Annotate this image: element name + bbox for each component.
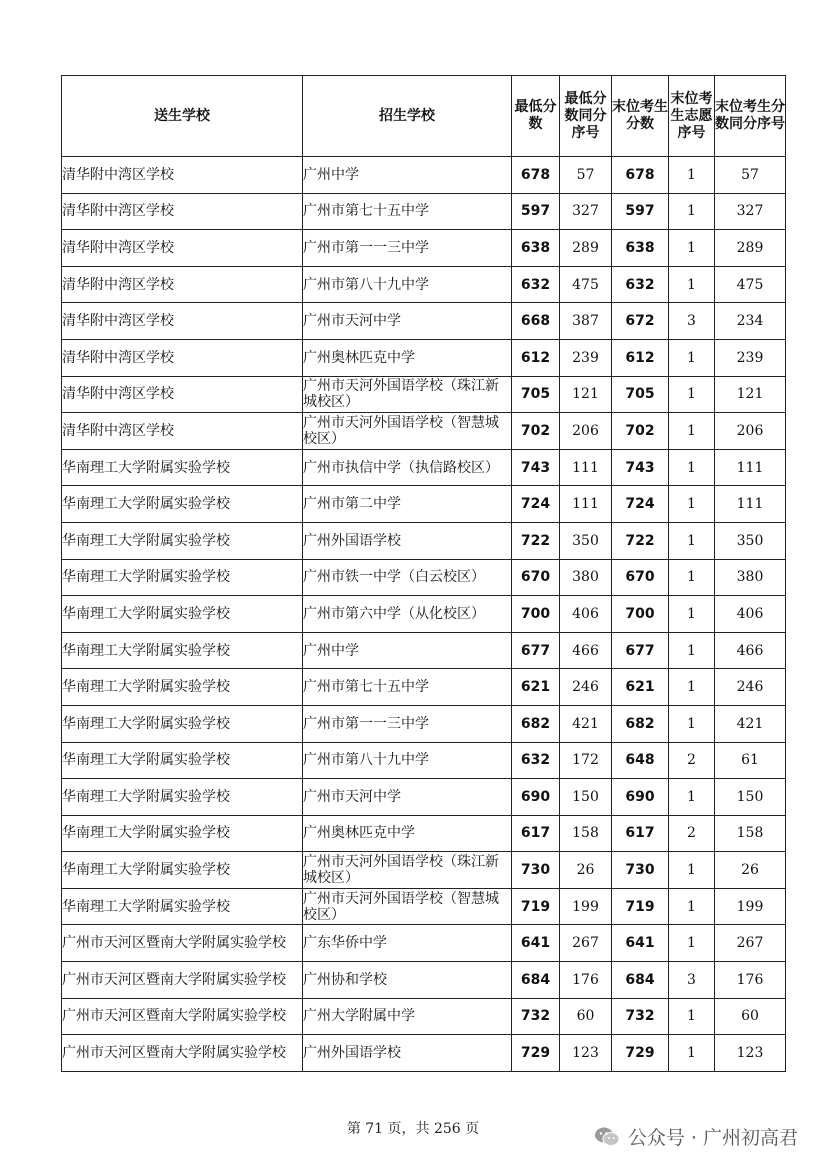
table-row — [62, 742, 786, 779]
cell-last-student-tie-rank: 380 — [715, 559, 786, 596]
cell-sending-school: 清华附中湾区学校 — [62, 157, 303, 194]
cell-last-student-tie-rank: 121 — [715, 376, 786, 413]
header-row — [62, 76, 786, 157]
cell-min-score: 743 — [512, 449, 560, 486]
cell-min-score-tie-rank: 123 — [560, 1035, 612, 1072]
table-row — [62, 230, 786, 267]
table-row — [62, 705, 786, 742]
page-number: 第 71 页，共 256 页 — [346, 1121, 480, 1137]
cell-last-student-score: 732 — [612, 998, 669, 1035]
cell-admitting-school: 广州市第七十五中学 — [303, 669, 512, 706]
cell-min-score: 668 — [512, 303, 560, 340]
table-row — [62, 266, 786, 303]
cell-sending-school: 广州市天河区暨南大学附属实验学校 — [62, 998, 303, 1035]
cell-admitting-school: 广州市天河外国语学校（智慧城校区） — [303, 413, 512, 450]
cell-admitting-school: 广东华侨中学 — [303, 925, 512, 962]
wechat-icon — [594, 1126, 620, 1148]
cell-last-student-score: 641 — [612, 925, 669, 962]
table-body — [62, 157, 786, 1072]
cell-last-student-choice-rank: 1 — [669, 339, 715, 376]
cell-last-student-score: 722 — [612, 522, 669, 559]
cell-min-score: 719 — [512, 888, 560, 925]
cell-last-student-tie-rank: 239 — [715, 339, 786, 376]
cell-last-student-choice-rank: 3 — [669, 303, 715, 340]
cell-sending-school: 华南理工大学附属实验学校 — [62, 815, 303, 852]
cell-min-score-tie-rank: 327 — [560, 193, 612, 230]
cell-admitting-school: 广州市第八十九中学 — [303, 266, 512, 303]
cell-min-score: 677 — [512, 632, 560, 669]
table-row — [62, 1035, 786, 1072]
cell-min-score-tie-rank: 199 — [560, 888, 612, 925]
cell-last-student-choice-rank: 1 — [669, 888, 715, 925]
cell-admitting-school: 广州市铁一中学（白云校区） — [303, 559, 512, 596]
cell-last-student-score: 719 — [612, 888, 669, 925]
cell-sending-school: 华南理工大学附属实验学校 — [62, 632, 303, 669]
cell-min-score: 678 — [512, 157, 560, 194]
cell-last-student-choice-rank: 1 — [669, 413, 715, 450]
cell-last-student-tie-rank: 150 — [715, 779, 786, 816]
cell-last-student-score: 690 — [612, 779, 669, 816]
cell-sending-school: 清华附中湾区学校 — [62, 413, 303, 450]
watermark-text: 公众号 · 广州初高君 — [627, 1127, 798, 1149]
cell-sending-school: 华南理工大学附属实验学校 — [62, 559, 303, 596]
cell-sending-school: 华南理工大学附属实验学校 — [62, 522, 303, 559]
header-last-student-tie-rank: 末位考生分数同分序号 — [715, 76, 786, 157]
cell-last-student-score: 724 — [612, 486, 669, 523]
cell-last-student-tie-rank: 206 — [715, 413, 786, 450]
cell-admitting-school: 广州协和学校 — [303, 962, 512, 999]
cell-min-score: 638 — [512, 230, 560, 267]
cell-sending-school: 清华附中湾区学校 — [62, 230, 303, 267]
cell-last-student-tie-rank: 176 — [715, 962, 786, 999]
cell-min-score: 729 — [512, 1035, 560, 1072]
cell-last-student-choice-rank: 3 — [669, 962, 715, 999]
cell-last-student-score: 700 — [612, 596, 669, 633]
cell-sending-school: 清华附中湾区学校 — [62, 376, 303, 413]
cell-min-score-tie-rank: 111 — [560, 449, 612, 486]
cell-min-score-tie-rank: 246 — [560, 669, 612, 706]
cell-last-student-choice-rank: 1 — [669, 596, 715, 633]
cell-admitting-school: 广州市天河中学 — [303, 779, 512, 816]
cell-last-student-score: 648 — [612, 742, 669, 779]
cell-last-student-tie-rank: 289 — [715, 230, 786, 267]
cell-sending-school: 华南理工大学附属实验学校 — [62, 449, 303, 486]
cell-last-student-score: 682 — [612, 705, 669, 742]
cell-last-student-tie-rank: 350 — [715, 522, 786, 559]
cell-min-score-tie-rank: 475 — [560, 266, 612, 303]
cell-last-student-choice-rank: 1 — [669, 449, 715, 486]
cell-admitting-school: 广州市天河中学 — [303, 303, 512, 340]
watermark — [594, 1123, 798, 1150]
cell-sending-school: 清华附中湾区学校 — [62, 193, 303, 230]
cell-sending-school: 华南理工大学附属实验学校 — [62, 852, 303, 889]
cell-last-student-tie-rank: 111 — [715, 449, 786, 486]
cell-min-score-tie-rank: 466 — [560, 632, 612, 669]
cell-last-student-tie-rank: 475 — [715, 266, 786, 303]
cell-admitting-school: 广州市第一一三中学 — [303, 230, 512, 267]
cell-min-score-tie-rank: 176 — [560, 962, 612, 999]
cell-last-student-score: 632 — [612, 266, 669, 303]
cell-last-student-score: 730 — [612, 852, 669, 889]
cell-admitting-school: 广州外国语学校 — [303, 522, 512, 559]
cell-min-score: 705 — [512, 376, 560, 413]
cell-min-score: 730 — [512, 852, 560, 889]
cell-last-student-choice-rank: 1 — [669, 559, 715, 596]
cell-admitting-school: 广州市第二中学 — [303, 486, 512, 523]
cell-last-student-tie-rank: 246 — [715, 669, 786, 706]
cell-admitting-school: 广州市第七十五中学 — [303, 193, 512, 230]
cell-last-student-tie-rank: 123 — [715, 1035, 786, 1072]
cell-admitting-school: 广州市天河外国语学校（智慧城校区） — [303, 888, 512, 925]
cell-last-student-score: 678 — [612, 157, 669, 194]
cell-min-score: 682 — [512, 705, 560, 742]
cell-last-student-tie-rank: 327 — [715, 193, 786, 230]
cell-min-score: 724 — [512, 486, 560, 523]
cell-min-score: 722 — [512, 522, 560, 559]
cell-last-student-choice-rank: 1 — [669, 1035, 715, 1072]
cell-last-student-choice-rank: 2 — [669, 815, 715, 852]
cell-sending-school: 华南理工大学附属实验学校 — [62, 669, 303, 706]
cell-last-student-choice-rank: 1 — [669, 998, 715, 1035]
cell-min-score-tie-rank: 239 — [560, 339, 612, 376]
table-row — [62, 486, 786, 523]
cell-min-score: 732 — [512, 998, 560, 1035]
cell-min-score: 621 — [512, 669, 560, 706]
cell-last-student-score: 705 — [612, 376, 669, 413]
cell-last-student-score: 617 — [612, 815, 669, 852]
cell-min-score-tie-rank: 121 — [560, 376, 612, 413]
table-row — [62, 413, 786, 450]
cell-last-student-tie-rank: 111 — [715, 486, 786, 523]
cell-last-student-score: 684 — [612, 962, 669, 999]
table-row — [62, 815, 786, 852]
table-row — [62, 779, 786, 816]
table-row — [62, 852, 786, 889]
table-row — [62, 449, 786, 486]
cell-sending-school: 清华附中湾区学校 — [62, 339, 303, 376]
cell-min-score-tie-rank: 206 — [560, 413, 612, 450]
cell-last-student-score: 729 — [612, 1035, 669, 1072]
cell-last-student-tie-rank: 421 — [715, 705, 786, 742]
cell-sending-school: 华南理工大学附属实验学校 — [62, 742, 303, 779]
table-row — [62, 376, 786, 413]
cell-min-score-tie-rank: 172 — [560, 742, 612, 779]
cell-last-student-choice-rank: 1 — [669, 669, 715, 706]
cell-last-student-choice-rank: 1 — [669, 632, 715, 669]
cell-min-score: 690 — [512, 779, 560, 816]
cell-sending-school: 清华附中湾区学校 — [62, 266, 303, 303]
cell-last-student-score: 597 — [612, 193, 669, 230]
cell-last-student-choice-rank: 1 — [669, 705, 715, 742]
cell-last-student-score: 670 — [612, 559, 669, 596]
cell-min-score: 641 — [512, 925, 560, 962]
header-admitting-school: 招生学校 — [303, 76, 512, 157]
cell-admitting-school: 广州大学附属中学 — [303, 998, 512, 1035]
cell-admitting-school: 广州中学 — [303, 632, 512, 669]
cell-last-student-score: 638 — [612, 230, 669, 267]
cell-min-score-tie-rank: 111 — [560, 486, 612, 523]
header-min-score-tie-rank: 最低分数同分序号 — [560, 76, 612, 157]
table-row — [62, 632, 786, 669]
cell-min-score-tie-rank: 289 — [560, 230, 612, 267]
header-sending-school: 送生学校 — [62, 76, 303, 157]
cell-admitting-school: 广州市第一一三中学 — [303, 705, 512, 742]
cell-min-score: 612 — [512, 339, 560, 376]
table-row — [62, 339, 786, 376]
table-row — [62, 669, 786, 706]
admission-table — [61, 75, 786, 1072]
cell-admitting-school: 广州市天河外国语学校（珠江新城校区） — [303, 376, 512, 413]
table-row — [62, 559, 786, 596]
cell-last-student-score: 743 — [612, 449, 669, 486]
cell-sending-school: 广州市天河区暨南大学附属实验学校 — [62, 962, 303, 999]
cell-sending-school: 华南理工大学附属实验学校 — [62, 596, 303, 633]
header-last-student-choice-rank: 末位考生志愿序号 — [669, 76, 715, 157]
cell-last-student-tie-rank: 60 — [715, 998, 786, 1035]
cell-last-student-score: 621 — [612, 669, 669, 706]
table-row — [62, 157, 786, 194]
cell-admitting-school: 广州市第八十九中学 — [303, 742, 512, 779]
cell-last-student-score: 612 — [612, 339, 669, 376]
cell-last-student-tie-rank: 466 — [715, 632, 786, 669]
table-row — [62, 303, 786, 340]
cell-last-student-score: 702 — [612, 413, 669, 450]
cell-min-score: 597 — [512, 193, 560, 230]
table-row — [62, 522, 786, 559]
cell-last-student-score: 677 — [612, 632, 669, 669]
cell-min-score: 632 — [512, 266, 560, 303]
header-last-student-score: 末位考生分数 — [612, 76, 669, 157]
cell-min-score: 700 — [512, 596, 560, 633]
cell-sending-school: 华南理工大学附属实验学校 — [62, 486, 303, 523]
cell-sending-school: 华南理工大学附属实验学校 — [62, 779, 303, 816]
cell-min-score-tie-rank: 387 — [560, 303, 612, 340]
cell-last-student-tie-rank: 234 — [715, 303, 786, 340]
cell-min-score: 684 — [512, 962, 560, 999]
cell-min-score: 670 — [512, 559, 560, 596]
cell-sending-school: 华南理工大学附属实验学校 — [62, 705, 303, 742]
cell-sending-school: 广州市天河区暨南大学附属实验学校 — [62, 925, 303, 962]
cell-admitting-school: 广州市执信中学（执信路校区） — [303, 449, 512, 486]
cell-admitting-school: 广州市天河外国语学校（珠江新城校区） — [303, 852, 512, 889]
cell-sending-school: 清华附中湾区学校 — [62, 303, 303, 340]
cell-sending-school: 华南理工大学附属实验学校 — [62, 888, 303, 925]
cell-min-score-tie-rank: 57 — [560, 157, 612, 194]
cell-last-student-choice-rank: 1 — [669, 230, 715, 267]
cell-last-student-tie-rank: 57 — [715, 157, 786, 194]
cell-min-score-tie-rank: 60 — [560, 998, 612, 1035]
cell-min-score-tie-rank: 267 — [560, 925, 612, 962]
cell-last-student-tie-rank: 267 — [715, 925, 786, 962]
cell-admitting-school: 广州外国语学校 — [303, 1035, 512, 1072]
cell-min-score-tie-rank: 150 — [560, 779, 612, 816]
cell-last-student-choice-rank: 1 — [669, 486, 715, 523]
cell-last-student-choice-rank: 1 — [669, 266, 715, 303]
cell-last-student-score: 672 — [612, 303, 669, 340]
cell-last-student-choice-rank: 1 — [669, 925, 715, 962]
cell-last-student-choice-rank: 2 — [669, 742, 715, 779]
cell-sending-school: 广州市天河区暨南大学附属实验学校 — [62, 1035, 303, 1072]
cell-last-student-choice-rank: 1 — [669, 157, 715, 194]
cell-min-score-tie-rank: 158 — [560, 815, 612, 852]
table-row — [62, 888, 786, 925]
cell-min-score-tie-rank: 26 — [560, 852, 612, 889]
table-row — [62, 925, 786, 962]
cell-last-student-choice-rank: 1 — [669, 852, 715, 889]
cell-last-student-tie-rank: 26 — [715, 852, 786, 889]
cell-min-score: 617 — [512, 815, 560, 852]
cell-min-score-tie-rank: 421 — [560, 705, 612, 742]
cell-last-student-tie-rank: 158 — [715, 815, 786, 852]
cell-last-student-tie-rank: 61 — [715, 742, 786, 779]
cell-last-student-choice-rank: 1 — [669, 193, 715, 230]
table-row — [62, 193, 786, 230]
cell-last-student-choice-rank: 1 — [669, 376, 715, 413]
cell-min-score: 632 — [512, 742, 560, 779]
cell-last-student-choice-rank: 1 — [669, 779, 715, 816]
cell-admitting-school: 广州中学 — [303, 157, 512, 194]
cell-last-student-tie-rank: 406 — [715, 596, 786, 633]
table-row — [62, 998, 786, 1035]
cell-admitting-school: 广州奥林匹克中学 — [303, 339, 512, 376]
header-min-score: 最低分数 — [512, 76, 560, 157]
cell-admitting-school: 广州市第六中学（从化校区） — [303, 596, 512, 633]
table-row — [62, 596, 786, 633]
cell-last-student-tie-rank: 199 — [715, 888, 786, 925]
cell-admitting-school: 广州奥林匹克中学 — [303, 815, 512, 852]
cell-last-student-choice-rank: 1 — [669, 522, 715, 559]
cell-min-score-tie-rank: 380 — [560, 559, 612, 596]
cell-min-score-tie-rank: 406 — [560, 596, 612, 633]
cell-min-score-tie-rank: 350 — [560, 522, 612, 559]
table-row — [62, 962, 786, 999]
cell-min-score: 702 — [512, 413, 560, 450]
